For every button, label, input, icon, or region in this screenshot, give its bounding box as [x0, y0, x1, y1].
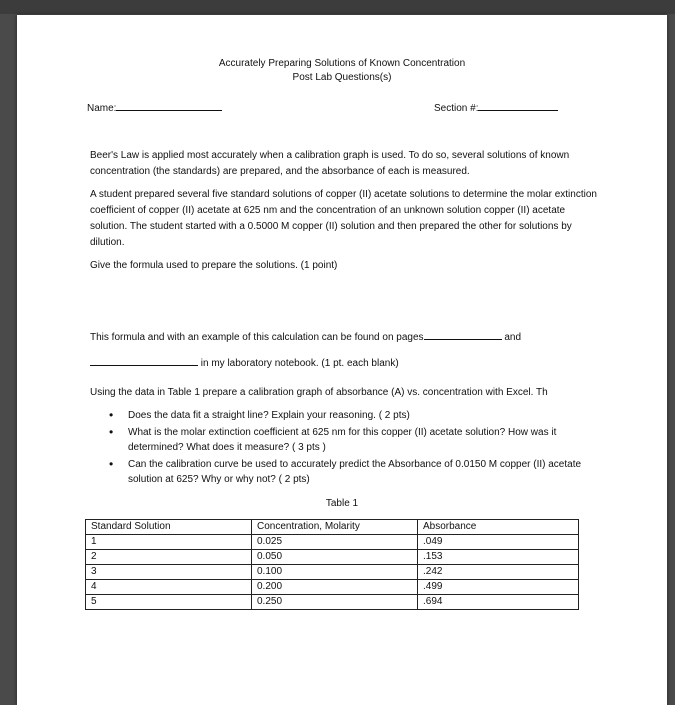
table-row [86, 550, 579, 565]
viewer-top-bar [0, 0, 675, 14]
table-cell: 0.050 [252, 550, 418, 565]
table-cell: 0.025 [252, 535, 418, 550]
intro-paragraph: Beer's Law is applied most accurately when a calibration graph is used. To do so, several solutions of known concentration (the standards) are prepared, and the absorbance of each is measured. [90, 150, 570, 177]
question-list [107, 408, 607, 489]
table-header-row [86, 520, 579, 535]
and-text: and [504, 332, 522, 343]
table-cell: 5 [86, 595, 252, 610]
pages-blank-1 [424, 330, 502, 340]
section-field [434, 101, 558, 114]
table-cell: 1 [86, 535, 252, 550]
section-blank [478, 101, 558, 111]
table-cell: .049 [418, 535, 579, 550]
pages-blank-2 [90, 356, 198, 366]
table-cell: .694 [418, 595, 579, 610]
table-caption: Table 1 [325, 498, 359, 509]
table-cell: .499 [418, 580, 579, 595]
column-header: Absorbance [418, 520, 579, 535]
column-header: Standard Solution [86, 520, 252, 535]
formula-notebook-line [90, 356, 600, 372]
document-subtitle: Post Lab Questions(s) [292, 72, 392, 83]
table-cell: 4 [86, 580, 252, 595]
table-row [86, 595, 579, 610]
table-cell: .153 [418, 550, 579, 565]
name-label: Name: [87, 103, 117, 114]
document-page [17, 15, 667, 705]
data-table [85, 519, 579, 610]
notebook-text: in my laboratory notebook. (1 pt. each blank) [200, 358, 399, 369]
list-item: • Does the data fit a straight line? Explain your reasoning. ( 2 pts) [107, 408, 607, 423]
table-row [86, 565, 579, 580]
name-blank [116, 101, 222, 111]
section-label: Section #: [434, 103, 479, 114]
formula-pages-text: This formula and with an example of this calculation can be found on pages [90, 332, 424, 343]
table-cell: 0.200 [252, 580, 418, 595]
table-row [86, 535, 579, 550]
list-item: • Can the calibration curve be used to accurately predict the Absorbance of 0.0150 M copper (II) acetate solution at 625? Why or why not? ( 2 pts) [107, 457, 607, 487]
question-formula: Give the formula used to prepare the solutions. (1 point) [90, 260, 338, 271]
scenario-paragraph: A student prepared several five standard solutions of copper (II) acetate solutions to determine the molar extinction coefficient of copper (II) acetate at 625 nm and the concentration of an unknown solution copper (II) acetate solution. The student started with a 0.5000 M copper (II) solution and then prepared the other for solutions by dilution. [90, 189, 597, 248]
column-header: Concentration, Molarity [252, 520, 418, 535]
table-cell: 0.250 [252, 595, 418, 610]
table-row [86, 580, 579, 595]
table-cell: 2 [86, 550, 252, 565]
table-cell: 3 [86, 565, 252, 580]
instructions-paragraph: Using the data in Table 1 prepare a calibration graph of absorbance (A) vs. concentration with Excel. Th [90, 387, 548, 398]
formula-pages-line [90, 330, 600, 346]
document-title: Accurately Preparing Solutions of Known Concentration [218, 58, 466, 69]
name-field [87, 101, 222, 114]
table-cell: .242 [418, 565, 579, 580]
table-cell: 0.100 [252, 565, 418, 580]
list-item: • What is the molar extinction coefficient at 625 nm for this copper (II) acetate solution? How was it determined? What does it measure? ( 3 pts ) [107, 425, 607, 455]
